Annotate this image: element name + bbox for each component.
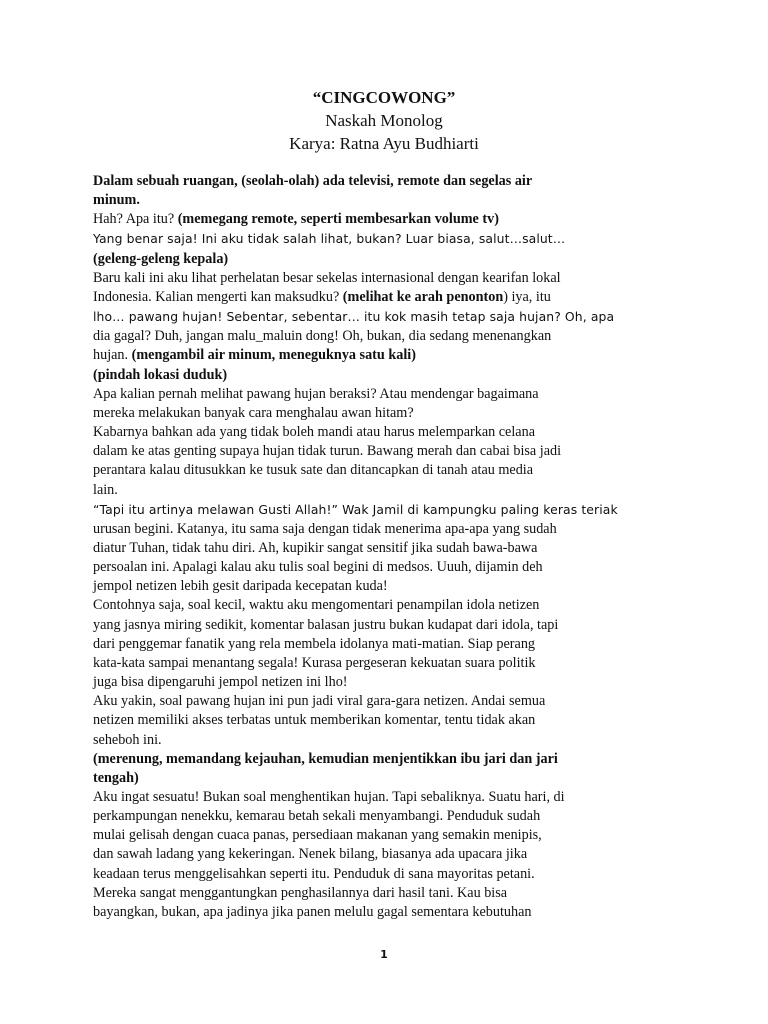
text-line	[93, 692, 633, 711]
text-line	[93, 288, 633, 307]
text-line	[93, 788, 633, 807]
dialogue-text: juga bisa dipengaruhi jempol netizen ini lho!	[93, 674, 348, 691]
text-line	[93, 750, 633, 769]
text-line	[93, 385, 633, 404]
text-line	[93, 711, 633, 730]
text-line	[93, 481, 633, 500]
text-line	[93, 500, 633, 520]
text-line	[93, 654, 633, 673]
title-block	[0, 86, 768, 155]
stage-direction: (merenung, memandang kejauhan, kemudian menjentikkan ibu jari dan jari	[93, 750, 558, 767]
dialogue-text: hujan.	[93, 347, 132, 364]
text-line	[93, 903, 633, 922]
text-line	[93, 327, 633, 346]
dialogue-text: mulai gelisah dengan cuaca panas, persediaan makanan yang semakin menipis,	[93, 827, 542, 844]
dialogue-text: persoalan ini. Apalagi kalau aku tulis soal begini di medsos. Uuuh, dijamin deh	[93, 559, 543, 576]
text-line	[93, 845, 633, 864]
dialogue-text: Baru kali ini aku lihat perhelatan besar sekelas internasional dengan kearifan lokal	[93, 269, 561, 286]
text-line	[93, 404, 633, 423]
dialogue-text: mereka melakukan banyak cara menghalau awan hitam?	[93, 404, 414, 421]
text-line	[93, 577, 633, 596]
stage-direction: minum.	[93, 192, 140, 209]
stage-direction: (melihat ke arah penonton	[342, 288, 504, 305]
text-line	[93, 442, 633, 461]
dialogue-text: Contohnya saja, soal kecil, waktu aku mengomentari penampilan idola netizen	[93, 597, 540, 614]
dialogue-text: Kabarnya bahkan ada yang tidak boleh mandi atau harus melemparkan celana	[93, 424, 535, 441]
text-line	[93, 461, 633, 480]
text-line	[93, 423, 633, 442]
text-line	[93, 520, 633, 539]
text-line	[93, 865, 633, 884]
text-line	[93, 826, 633, 845]
dialogue-text: urusan begini. Katanya, itu sama saja dengan tidak menerima apa-apa yang sudah	[93, 520, 557, 537]
dialogue-text: Indonesia. Kalian mengerti kan maksudku?	[93, 288, 343, 305]
text-line	[93, 731, 633, 750]
dialogue-text: keadaan terus menggelisahkan seperti itu. Penduduk di sana mayoritas petani.	[93, 865, 535, 882]
text-line	[93, 172, 633, 191]
text-line	[93, 539, 633, 558]
dialogue-text: “Tapi itu artinya melawan Gusti Allah!”	[93, 501, 343, 517]
text-line	[93, 191, 633, 210]
dialogue-text: Mereka sangat menggantungkan penghasilannya dari hasil tani. Kau bisa	[93, 884, 508, 901]
document-author: Karya: Ratna Ayu Budhiarti	[289, 134, 479, 153]
text-line	[93, 366, 633, 385]
dialogue-text: seheboh ini.	[93, 731, 162, 748]
text-line	[93, 635, 633, 654]
dialogue-text: kata-kata sampai menantang segala! Kurasa pergeseran kekuatan suara politik	[93, 654, 536, 671]
text-line	[93, 807, 633, 826]
dialogue-text: diatur Tuhan, tidak tahu diri. Ah, kupikir sangat sensitif jika sudah bawa-bawa	[93, 539, 538, 556]
text-line	[93, 596, 633, 615]
text-line	[93, 250, 633, 269]
dialogue-text: Apa kalian pernah melihat pawang hujan beraksi? Atau mendengar bagaimana	[93, 385, 539, 402]
dialogue-text: lho… pawang hujan! Sebentar, sebentar… itu kok masih tetap saja hujan? Oh, apa	[93, 309, 615, 325]
dialogue-text: Aku yakin, soal pawang hujan ini pun jadi viral gara-gara netizen. Andai semua	[93, 693, 546, 710]
dialogue-text: jempol netizen lebih gesit daripada kecepatan kuda!	[93, 578, 388, 595]
dialogue-text: bayangkan, bukan, apa jadinya jika panen melulu gagal sementara kebutuhan	[93, 903, 532, 920]
text-line	[93, 229, 633, 249]
text-line	[93, 269, 633, 288]
dialogue-text: dia gagal? Duh, jangan malu_maluin dong! Oh, bukan, dia sedang menenangkan	[93, 328, 552, 345]
stage-direction: (mengambil air minum, meneguknya satu kali)	[131, 347, 416, 364]
text-line	[93, 210, 633, 229]
monolog-body	[93, 172, 633, 922]
stage-direction: tengah)	[93, 769, 139, 786]
dialogue-text: Yang benar saja! Ini aku tidak salah lihat, bukan? Luar biasa, salut…salut…	[93, 231, 566, 247]
dialogue-text: perkampungan nenekku, kemarau betah sekali menyambangi. Penduduk sudah	[93, 808, 541, 825]
text-line	[93, 558, 633, 577]
dialogue-text: dalam ke atas genting supaya hujan tidak turun. Bawang merah dan cabai bisa jadi	[93, 443, 562, 460]
dialogue-text: netizen memiliki akses terbatas untuk memberikan komentar, tentu tidak akan	[93, 712, 536, 729]
dialogue-text: Aku ingat sesuatu! Bukan soal menghentikan hujan. Tapi sebaliknya. Suatu hari, di	[93, 789, 565, 805]
dialogue-text: lain.	[93, 481, 118, 498]
stage-direction: (memegang remote, seperti membesarkan volume tv)	[177, 211, 499, 228]
stage-direction: Dalam sebuah ruangan, (seolah-olah) ada televisi, remote dan segelas air	[93, 173, 533, 189]
dialogue-text: yang jasnya miring sedikit, komentar balasan justru bukan kudapat dari idola, tapi	[93, 616, 559, 633]
text-line	[93, 884, 633, 903]
dialogue-text: dan sawah ladang yang kekeringan. Nenek bilang, biasanya ada upacara jika	[93, 846, 528, 863]
text-line	[93, 616, 633, 635]
stage-direction: (pindah lokasi duduk)	[93, 366, 228, 383]
text-line	[93, 346, 633, 365]
dialogue-text: Hah? Apa itu?	[93, 211, 178, 228]
document-subtitle: Naskah Monolog	[325, 111, 443, 130]
dialogue-text: perantara kalau ditusukkan ke tusuk sate dan ditancapkan di tanah atau media	[93, 462, 534, 479]
text-line	[93, 673, 633, 692]
text-line	[93, 769, 633, 788]
dialogue-text: dari penggemar fanatik yang rela membela idolanya mati-matian. Siap perang	[93, 635, 536, 652]
text-line	[93, 307, 633, 327]
dialogue-text: ) iya, itu	[503, 288, 551, 305]
document-title: “CINGCOWONG”	[312, 88, 456, 107]
dialogue-text: Wak Jamil di kampungku paling keras teriak	[342, 501, 618, 517]
stage-direction: (geleng-geleng kepala)	[93, 250, 229, 267]
page-number: 1	[380, 948, 388, 961]
